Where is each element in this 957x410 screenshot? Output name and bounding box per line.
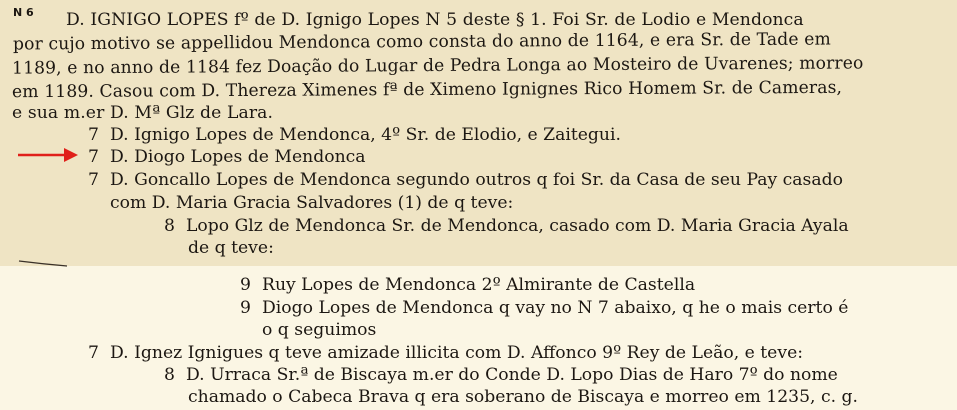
entry-text: Diogo Lopes de Mendonca q vay no N 7 abaixo, q he o mais certo é — [262, 298, 849, 318]
entry-text: Ruy Lopes de Mendonca 2º Almirante de Castella — [262, 275, 696, 295]
reference-number: N 6 — [13, 6, 34, 19]
entry-goncallo-cont — [110, 192, 513, 214]
intro-line: e sua m.er D. Mª Glz de Lara. — [12, 103, 274, 123]
entry-text: o q seguimos — [262, 320, 377, 340]
entry-diogo-9 — [240, 297, 848, 319]
entry-lopo-cont — [188, 237, 274, 259]
entry-ignigo — [88, 124, 621, 146]
scan-mark — [18, 258, 68, 268]
red-arrow-icon — [16, 146, 80, 164]
entry-urraca-cont — [188, 386, 858, 408]
entry-diogo-9-cont — [262, 319, 376, 341]
generation-number: 9 — [240, 298, 251, 318]
entry-ruy — [240, 274, 695, 296]
intro-line: 1189, e no anno de 1184 fez Doação do Lugar de Pedra Longa ao Mosteiro de Uvarenes; morreo — [11, 53, 864, 79]
generation-number: 8 — [164, 365, 175, 385]
entry-text: D. Ignigo Lopes de Mendonca, 4º Sr. de Elodio, e Zaitegui. — [110, 125, 621, 145]
entry-text: com D. Maria Gracia Salvadores (1) de q teve: — [110, 193, 514, 213]
intro-line: D. IGNIGO LOPES fº de D. Ignigo Lopes N 5 deste § 1. Foi Sr. de Lodio e Mendonca — [66, 10, 804, 30]
entry-goncallo — [88, 169, 843, 191]
entry-text: D. Urraca Sr.ª de Biscaya m.er do Conde D. Lopo Dias de Haro 7º do nome — [186, 365, 838, 385]
entry-text: D. Diogo Lopes de Mendonca — [110, 147, 366, 167]
generation-number: 7 — [88, 170, 99, 190]
entry-text: D. Goncallo Lopes de Mendonca segundo outros q foi Sr. da Casa de seu Pay casado — [110, 170, 843, 190]
entry-ignez — [88, 342, 803, 364]
generation-number: 8 — [164, 216, 175, 236]
generation-number: 7 — [88, 125, 99, 145]
entry-urraca — [164, 364, 838, 386]
entry-lopo — [164, 215, 849, 237]
entry-text: Lopo Glz de Mendonca Sr. de Mendonca, casado com D. Maria Gracia Ayala — [186, 216, 849, 236]
intro-line: por cujo motivo se appellidou Mendonca como consta do anno de 1164, e era Sr. de Tade em — [12, 29, 831, 55]
generation-number: 7 — [88, 147, 99, 167]
entry-text: de q teve: — [188, 238, 274, 258]
entry-text: D. Ignez Ignigues q teve amizade illicita com D. Affonco 9º Rey de Leão, e teve: — [110, 343, 804, 363]
generation-number: 7 — [88, 343, 99, 363]
entry-text: chamado o Cabeca Brava q era soberano de Biscaya e morreo em 1235, c. g. — [188, 387, 858, 407]
generation-number: 9 — [240, 275, 251, 295]
intro-line: em 1189. Casou com D. Thereza Ximenes fª de Ximeno Ignignes Rico Homem Sr. de Cameras, — [11, 77, 843, 103]
entry-diogo — [88, 146, 366, 168]
